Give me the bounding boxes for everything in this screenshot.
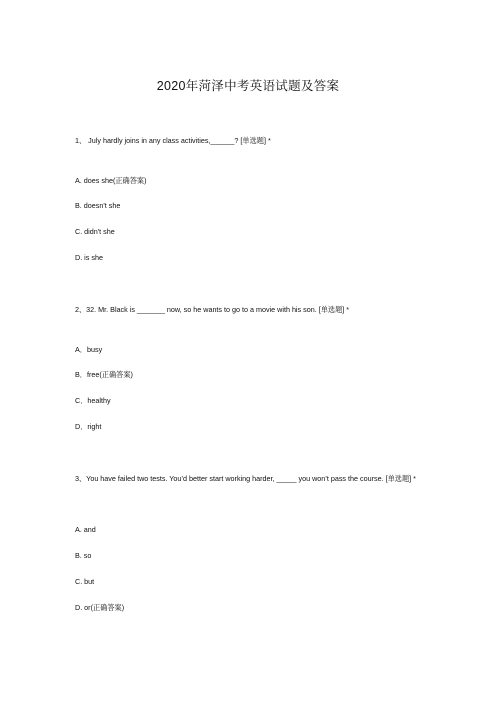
question-1-option-c: C. didn't she <box>75 227 115 236</box>
question-2-option-d: D．right <box>75 422 102 431</box>
question-1-option-a: A. does she(正确答案) <box>75 176 147 185</box>
question-2-option-c: C．healthy <box>75 396 111 405</box>
document-title: 2020年菏泽中考英语试题及答案 <box>156 79 340 93</box>
question-3-text: 3、You have failed two tests. You’d better start working harder, _____ you won’t pass the course. [单选题] * <box>75 474 416 483</box>
question-1-option-b: B. doesn't she <box>75 201 121 210</box>
question-2-text: 2、32. Mr. Black is _______ now, so he wants to go to a movie with his son. [单选题] * <box>75 305 350 314</box>
question-2-option-a: A．busy <box>75 345 103 354</box>
question-1-text: 1、 July hardly joins in any class activities,______? [单选题] * <box>75 136 271 145</box>
question-2-option-b: B．free(正确答案) <box>75 370 133 379</box>
question-1-option-d: D. is she <box>75 253 103 262</box>
question-3-option-d: D. or(正确答案) <box>75 603 125 612</box>
question-3-option-b: B. so <box>75 551 92 560</box>
question-3-option-c: C. but <box>75 577 95 586</box>
question-3-option-a: A. and <box>75 525 96 534</box>
